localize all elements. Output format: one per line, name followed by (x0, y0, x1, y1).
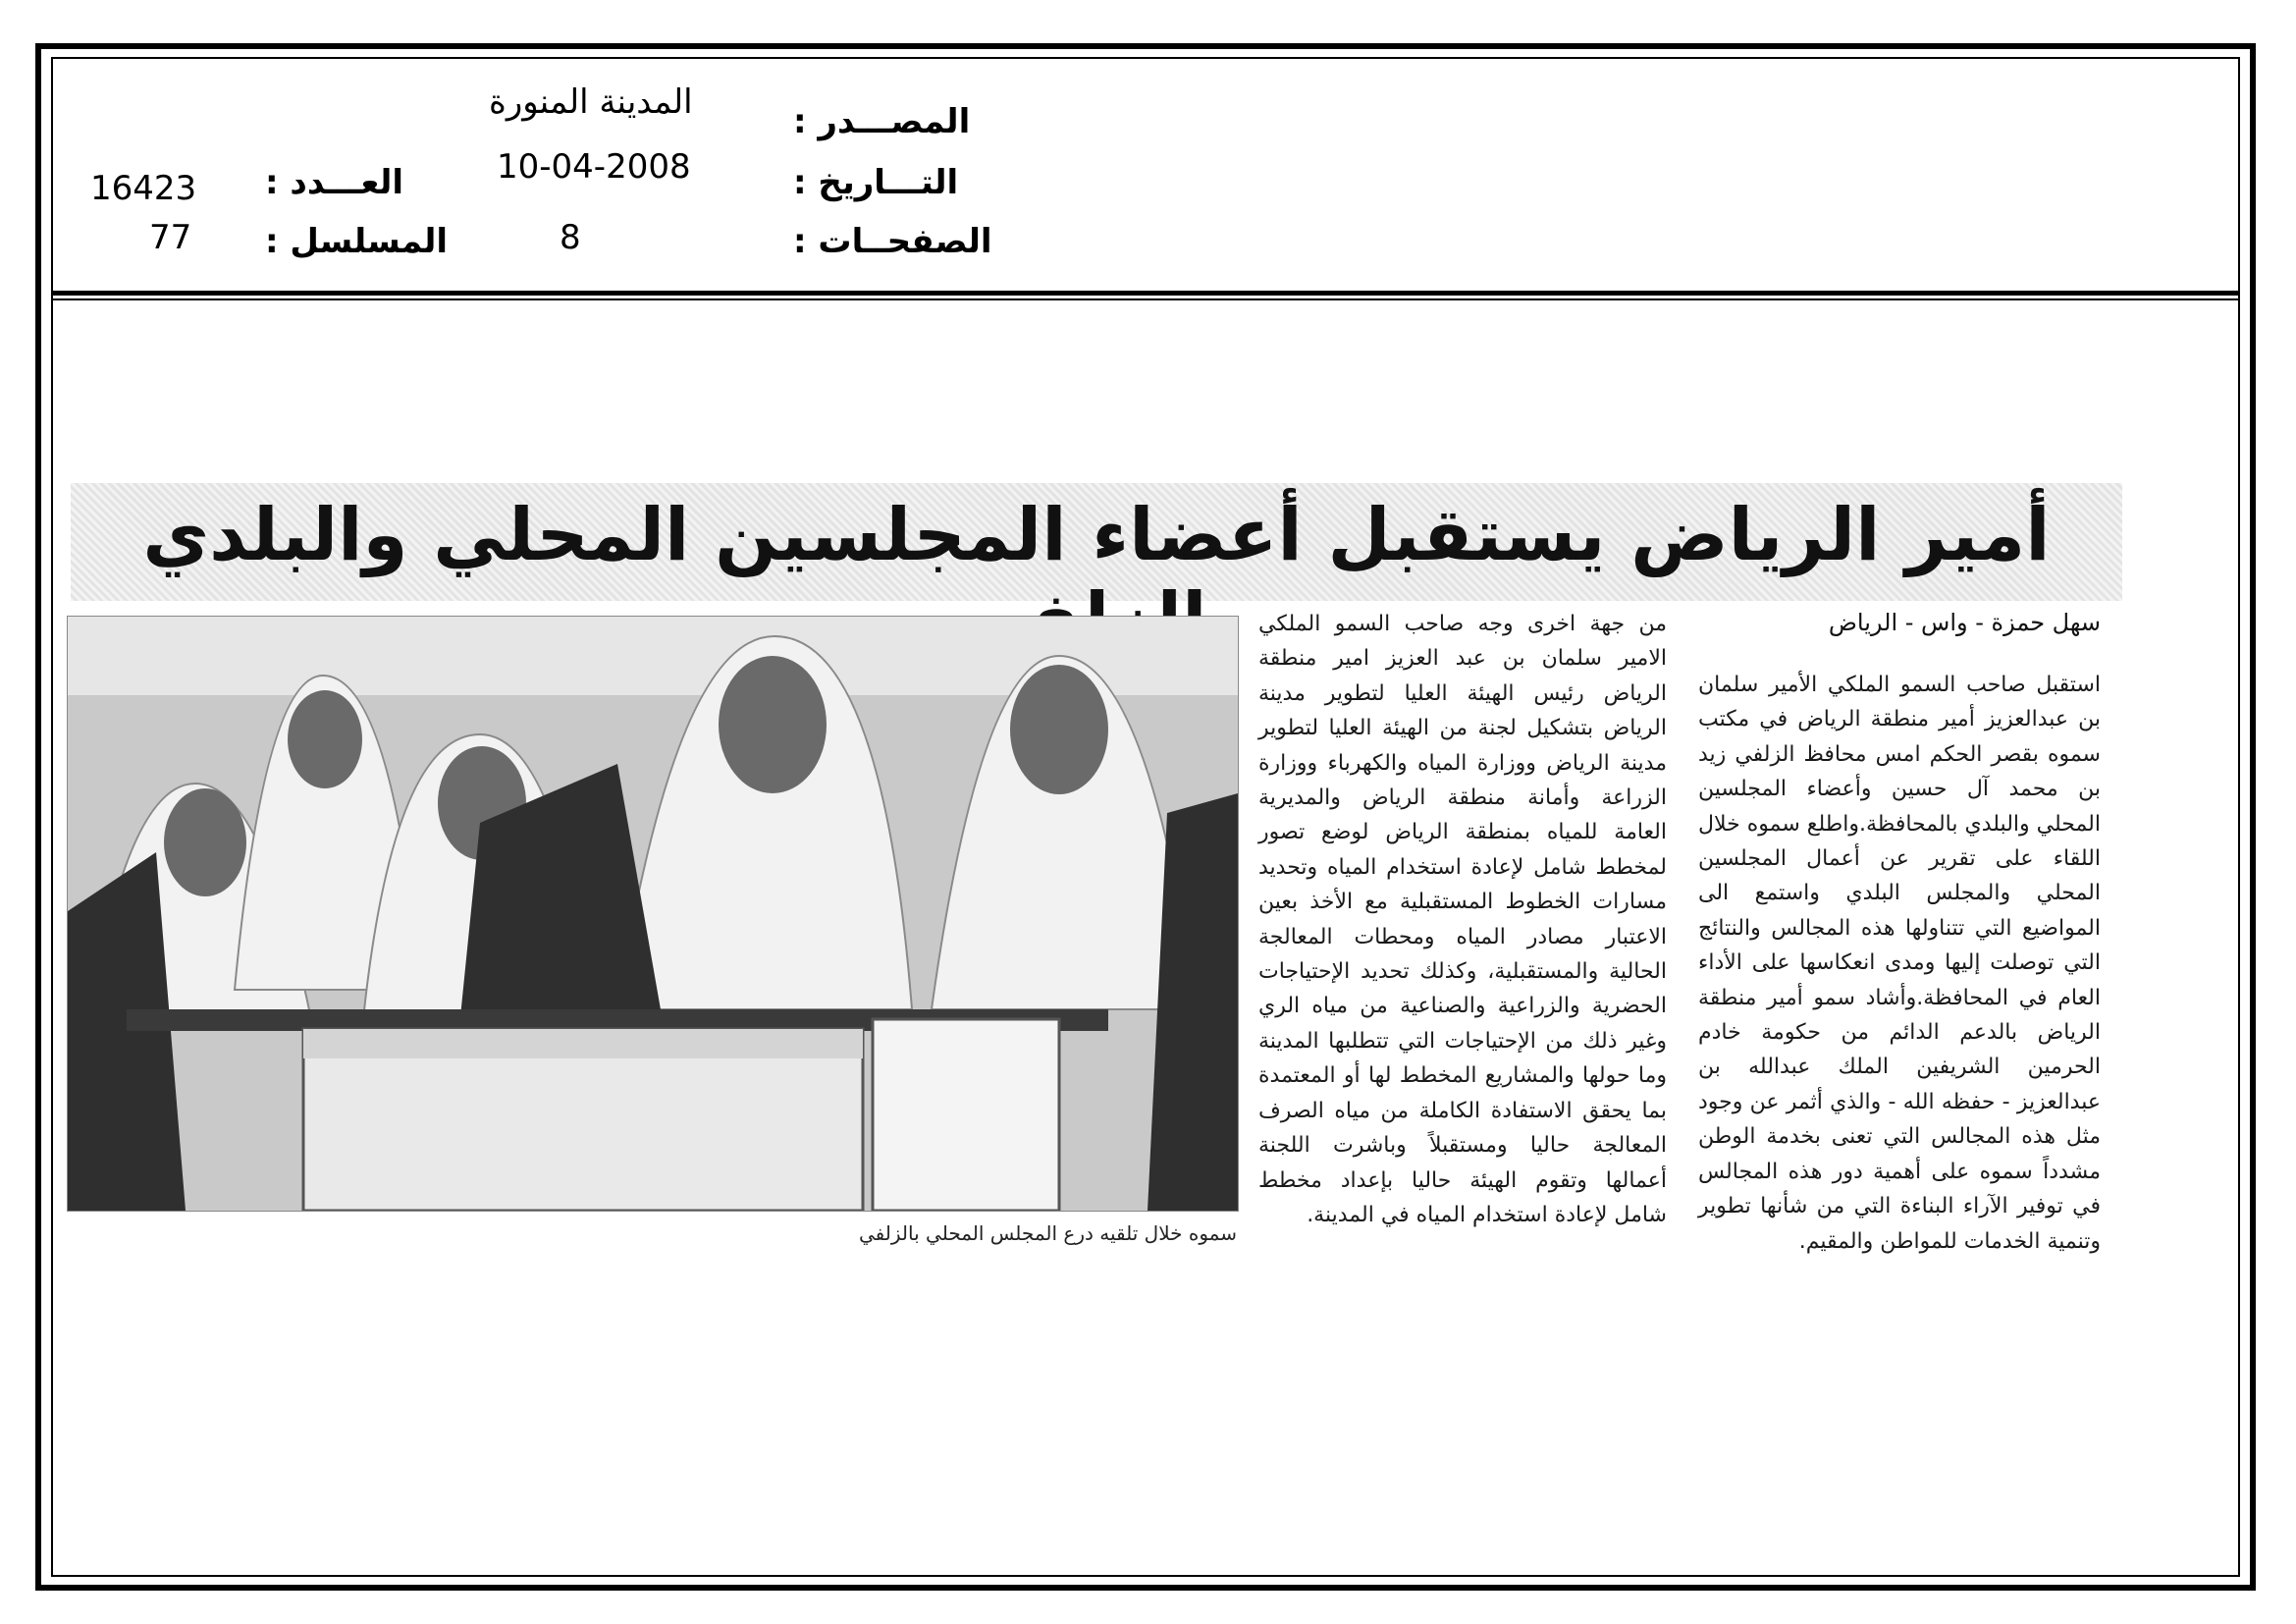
article-headline: أمير الرياض يستقبل أعضاء المجلسين المحلي والبلدي (142, 493, 2051, 577)
issue-value: 16423 (90, 169, 197, 208)
article-column-left (1258, 607, 1667, 1255)
photo-caption: سموه خلال تلقيه درع المجلس المحلي بالزلفي (859, 1221, 1237, 1245)
serial-label: المسلسل : (265, 222, 449, 261)
date-label: التـــاريخ : (793, 163, 959, 202)
pages-value: 8 (560, 218, 581, 257)
photo-illustration (68, 617, 1238, 1211)
date-value: 10-04-2008 (497, 147, 691, 187)
column-right-text: استقبل صاحب السمو الملكي الأمير سلمان بن عبدالعزيز أمير منطقة الرياض في مكتب سموه بقصر الحكم امس محافظ الزلفي زيد بن محمد آل حسين وأعضاء المجلسين المحلي والبلدي بالمحافظة.واطلع سموه خلال اللقاء على تقرير عن أعمال المجلسين المحلي والمجلس البلدي واستمع الى المواضيع التي تتناولها هذه المجالس والنتائج التي توصلت إليها ومدى انعكاسها على الأداء العام في المحافظة.وأشاد سمو أمير منطقة الرياض بالدعم الدائم من حكومة خادم الحرمين الشريفين الملك عبدالله بن عبدالعزيز - حفظه الله - والذي أثمر عن وجود مثل هذه المجالس التي تعنى بخدمة الوطن مشدداً سموه على أهمية دور هذه المجالس في توفير الآراء البناءة التي من شأنها تطوير وتنمية الخدمات للمواطن والمقيم. (1698, 673, 2101, 1254)
source-label: المصـــدر : (793, 102, 971, 141)
column-left-text: من جهة اخرى وجه صاحب السمو الملكي الامير سلمان بن عبد العزيز امير منطقة الرياض رئيس الهيئة العليا لتطوير مدينة الرياض بتشكيل لجنة من الهيئة العليا لتطوير مدينة الرياض ووزارة المياه والكهرباء ووزارة الزراعة وأمانة منطقة الرياض والمديرية العامة للمياه بمنطقة الرياض لوضع تصور لمخطط شامل لإعادة استخدام المياه وتحديد مسارات الخطوط المستقبلية مع الأخذ بعين الاعتبار مصادر المياه ومحطات المعالجة الحالية والمستقبلية، وكذلك تحديد الإحتياجات الحضرية والزراعية والصناعية من مياه الري وغير ذلك من الإحتياجات التي تتطلبها المدينة وما حولها والمشاريع المخطط لها أو المعتمدة بما يحقق الاستفادة الكاملة من مياه الصرف المعالجة حاليا ومستقبلاً وباشرت اللجنة أعمالها وتقوم الهيئة حاليا بإعداد مخطط شامل لإعادة استخدام المياه في المدينة. (1258, 612, 1667, 1227)
source-value: المدينة المنورة (489, 82, 693, 122)
issue-label: العـــدد : (265, 163, 403, 202)
article-column-right (1698, 668, 2101, 1257)
pages-label: الصفحــات : (793, 222, 992, 261)
serial-value: 77 (149, 218, 192, 257)
header-separator (51, 291, 2240, 300)
headline-banner (71, 483, 2122, 601)
article-photo (67, 616, 1239, 1212)
article-byline: سهل حمزة - واس - الرياض (1828, 609, 2101, 636)
